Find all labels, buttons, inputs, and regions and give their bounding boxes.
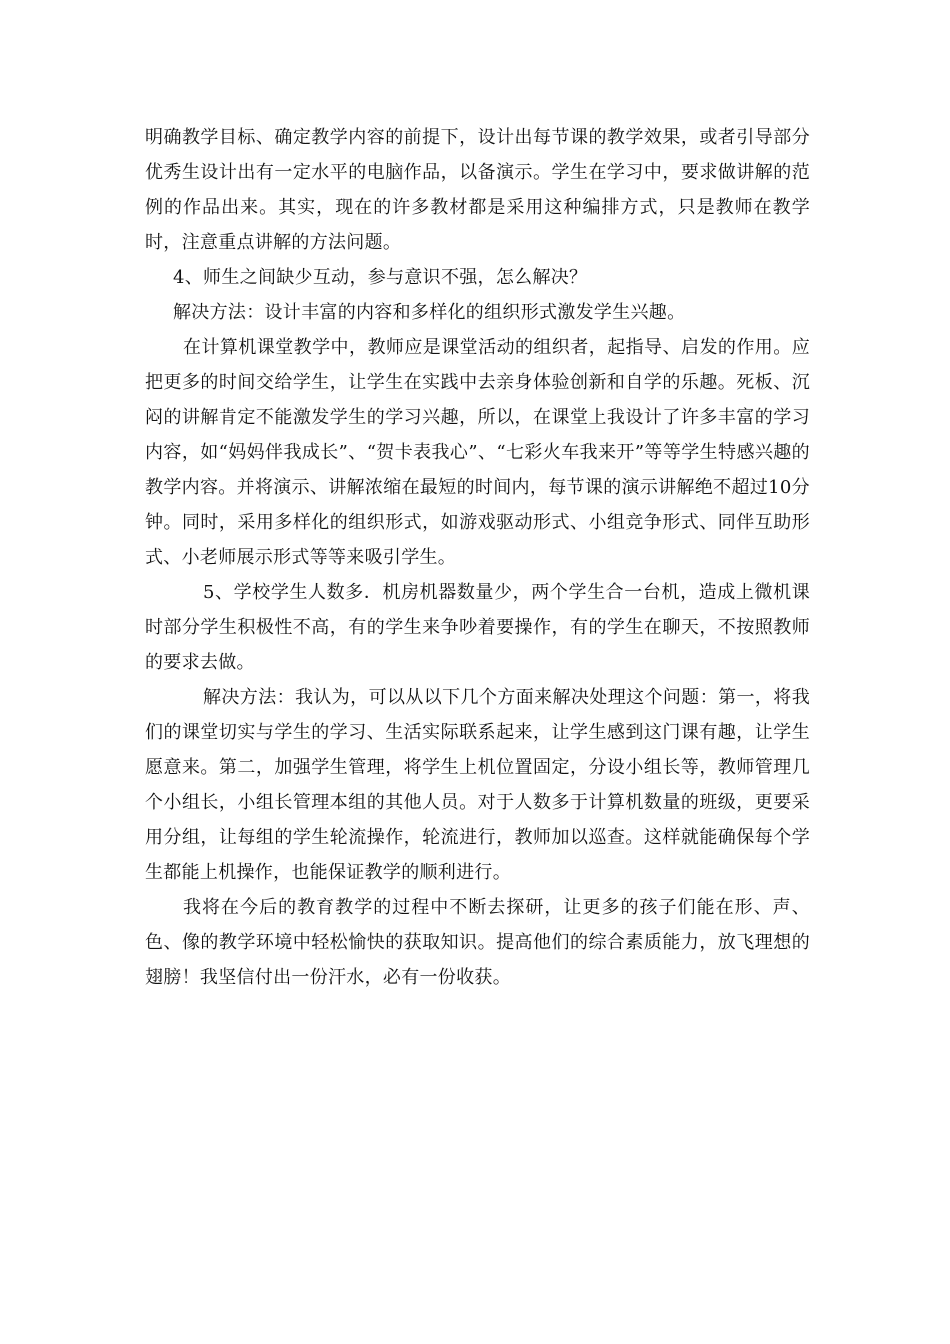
paragraph-solution-4-heading: 解决方法：设计丰富的内容和多样化的组织形式激发学生兴趣。 xyxy=(173,302,686,323)
paragraph-question-4: 4、师生之间缺少互动，参与意识不强，怎么解决？ xyxy=(173,267,588,288)
document-body xyxy=(145,120,810,995)
paragraph-solution-4-body: 在计算机课堂教学中，教师应是课堂活动的组织者，起指导、启发的作用。应把更多的时间交给学生，让学生在实践中去亲身体验创新和自学的乐趣。死板、沉闷的讲解肯定不能激发学生的学习兴趣，所以，在课堂上我设计了许多丰富的学习内容，如“妈妈伴我成长”、“贺卡表我心”、“七彩火车我来开”等等学生特感兴趣的教学内容。并将演示、讲解浓缩在最短的时间内，每节课的演示讲解绝不超过10分钟。同时，采用多样化的组织形式，如游戏驱动形式、小组竞争形式、同伴互助形式、小老师展示形式等等来吸引学生。 xyxy=(145,337,810,568)
paragraph-intro-continuation: 明确教学目标、确定教学内容的前提下，设计出每节课的教学效果，或者引导部分优秀生设计出有一定水平的电脑作品，以备演示。学生在学习中，要求做讲解的范例的作品出来。其实，现在的许多教材都是采用这种编排方式，只是教师在教学时，注意重点讲解的方法问题。 xyxy=(145,127,810,253)
paragraph-solution-5: 解决方法：我认为，可以从以下几个方面来解决处理这个问题：第一，将我们的课堂切实与学生的学习、生活实际联系起来，让学生感到这门课有趣，让学生愿意来。第二，加强学生管理，将学生上机位置固定，分设小组长等，教师管理几个小组长，小组长管理本组的其他人员。对于人数多于计算机数量的班级，更要采用分组，让每组的学生轮流操作，轮流进行，教师加以巡查。这样就能确保每个学生都能上机操作，也能保证教学的顺利进行。 xyxy=(145,687,810,883)
paragraph-conclusion: 我将在今后的教育教学的过程中不断去探研，让更多的孩子们能在形、声、色、像的教学环境中轻松愉快的获取知识。提高他们的综合素质能力，放飞理想的翅膀！我坚信付出一份汗水，必有一份收获。 xyxy=(145,897,810,988)
paragraph-question-5: 5、学校学生人数多．机房机器数量少，两个学生合一台机，造成上微机课时部分学生积极性不高，有的学生来争吵着要操作，有的学生在聊天，不按照教师的要求去做。 xyxy=(145,582,810,673)
